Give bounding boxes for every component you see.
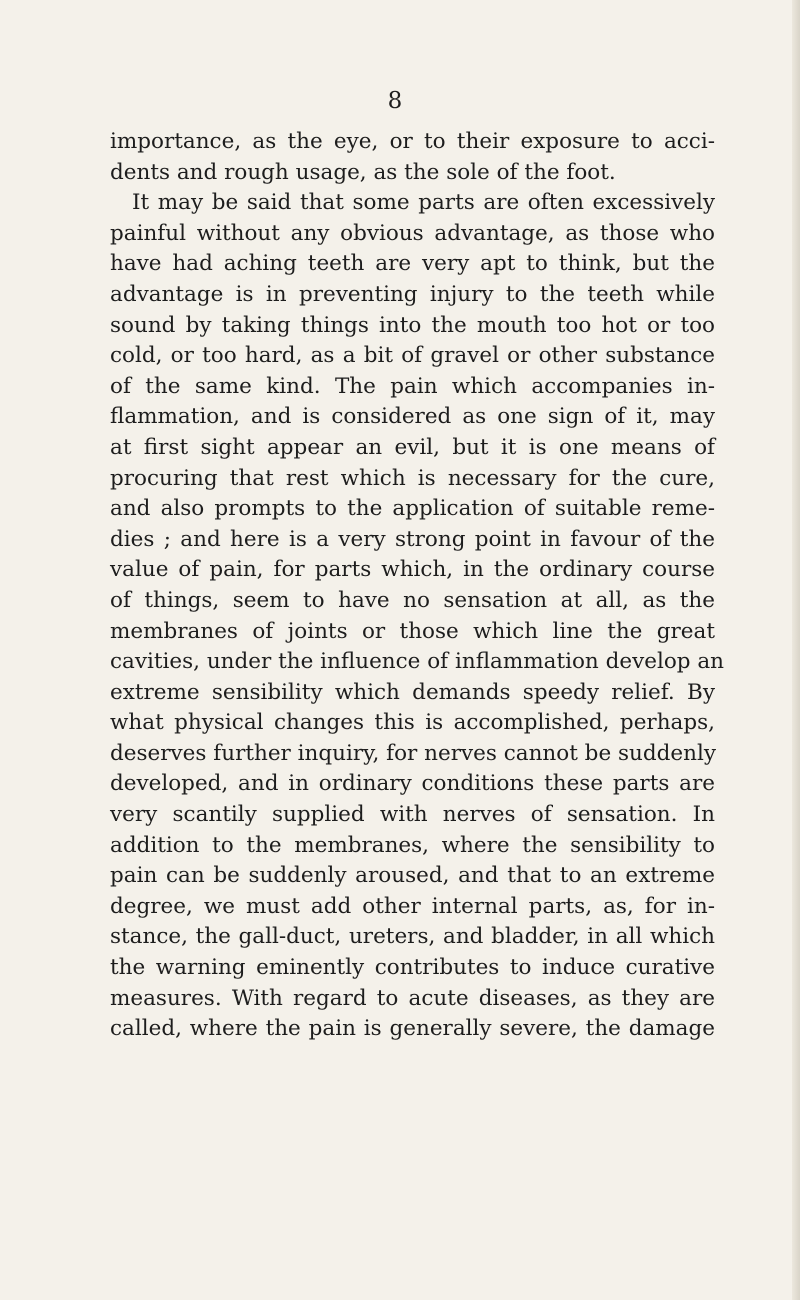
text-line: procuring that rest which is necessary for the cure, (110, 465, 715, 491)
page-number: 8 (387, 88, 403, 114)
text-line: deserves further inquiry, for nerves cannot be suddenly (110, 740, 716, 766)
text-line: called, where the pain is generally severe, the damage (110, 1016, 715, 1042)
text-line: of the same kind. The pain which accompanies in- (110, 373, 715, 399)
text-line: stance, the gall-duct, ureters, and bladder, in all which (110, 924, 715, 950)
text-line: membranes of joints or those which line the great (110, 618, 715, 644)
text-line: cavities, under the influence of inflammation develop an (110, 649, 725, 675)
text-line: have had aching teeth are very apt to think, but the (110, 251, 715, 277)
text-line: importance, as the eye, or to their exposure to acci- (110, 129, 715, 154)
text-line: value of pain, for parts which, in the ordinary course (110, 557, 715, 583)
text-line: and also prompts to the application of suitable reme- (110, 496, 715, 522)
page-edge-shadow (792, 0, 800, 1300)
text-line: at first sight appear an evil, but it is one means of (110, 434, 715, 460)
text-line: dents and rough usage, as the sole of the foot. (110, 159, 616, 185)
text-line: developed, and in ordinary conditions these parts are (110, 771, 715, 797)
text-line: pain can be suddenly aroused, and that to an extreme (110, 863, 715, 889)
text-line: the warning eminently contributes to induce curative (110, 955, 715, 981)
text-line: flammation, and is considered as one sign of it, may (110, 404, 715, 430)
text-line: cold, or too hard, as a bit of gravel or other substance (110, 343, 715, 369)
text-line: sound by taking things into the mouth too hot or too (110, 312, 715, 338)
text-line: degree, we must add other internal parts, as, for in- (110, 893, 715, 919)
body-text (110, 127, 725, 1045)
text-line: dies ; and here is a very strong point in favour of the (110, 526, 715, 552)
text-line: extreme sensibility which demands speedy relief. By (110, 679, 715, 705)
text-line: very scantily supplied with nerves of sensation. In (110, 802, 715, 828)
text-line: what physical changes this is accomplished, perhaps, (110, 710, 715, 736)
text-line: advantage is in preventing injury to the teeth while (110, 281, 715, 307)
paragraph-start-line: It may be said that some parts are often excessively (132, 190, 715, 216)
text-line: addition to the membranes, where the sensibility to (110, 832, 715, 858)
text-line: measures. With regard to acute diseases, as they are (110, 985, 715, 1011)
text-line: of things, seem to have no sensation at all, as the (110, 587, 715, 613)
text-line: painful without any obvious advantage, as those who (110, 220, 715, 246)
